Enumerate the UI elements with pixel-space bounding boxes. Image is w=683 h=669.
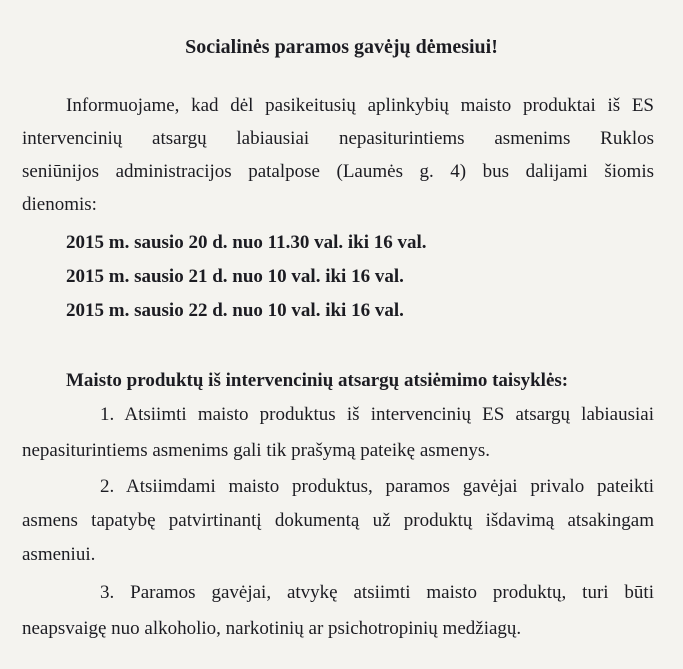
rule-2-line-2: asmens tapatybę patvirtinantį dokumentą už produktų išdavimą atsakingam [22, 510, 654, 531]
distribution-date-1: 2015 m. sausio 20 d. nuo 11.30 val. iki 16 val. [66, 232, 427, 253]
rule-3-line-2: neapsvaigę nuo alkoholio, narkotinių ar psichotropinių medžiagų. [22, 618, 522, 639]
rule-1-line-1: 1. Atsiimti maisto produktus iš intervencinių ES atsargų labiausiai [100, 404, 654, 425]
rule-3-line-1: 3. Paramos gavėjai, atvykę atsiimti maisto produktų, turi būti [100, 582, 654, 603]
rule-1-line-2: nepasiturintiems asmenims gali tik prašymą pateikę asmenys. [22, 440, 491, 461]
distribution-date-2: 2015 m. sausio 21 d. nuo 10 val. iki 16 val. [66, 266, 404, 287]
distribution-date-3: 2015 m. sausio 22 d. nuo 10 val. iki 16 val. [66, 300, 404, 321]
intro-line-2: intervencinių atsargų labiausiai nepasiturintiems asmenims Ruklos [22, 128, 654, 149]
intro-line-3: seniūnijos administracijos patalpose (Laumės g. 4) bus dalijami šiomis [22, 161, 654, 182]
intro-line-1: Informuojame, kad dėl pasikeitusių aplinkybių maisto produktai iš ES [66, 95, 654, 116]
rules-heading: Maisto produktų iš intervencinių atsargų atsiėmimo taisyklės: [66, 370, 569, 391]
rule-2-line-1: 2. Atsiimdami maisto produktus, paramos gavėjai privalo pateikti [100, 476, 654, 497]
intro-line-4: dienomis: [22, 194, 97, 215]
rule-2-line-3: asmeniui. [22, 544, 96, 565]
document-title: Socialinės paramos gavėjų dėmesiui! [185, 36, 498, 58]
